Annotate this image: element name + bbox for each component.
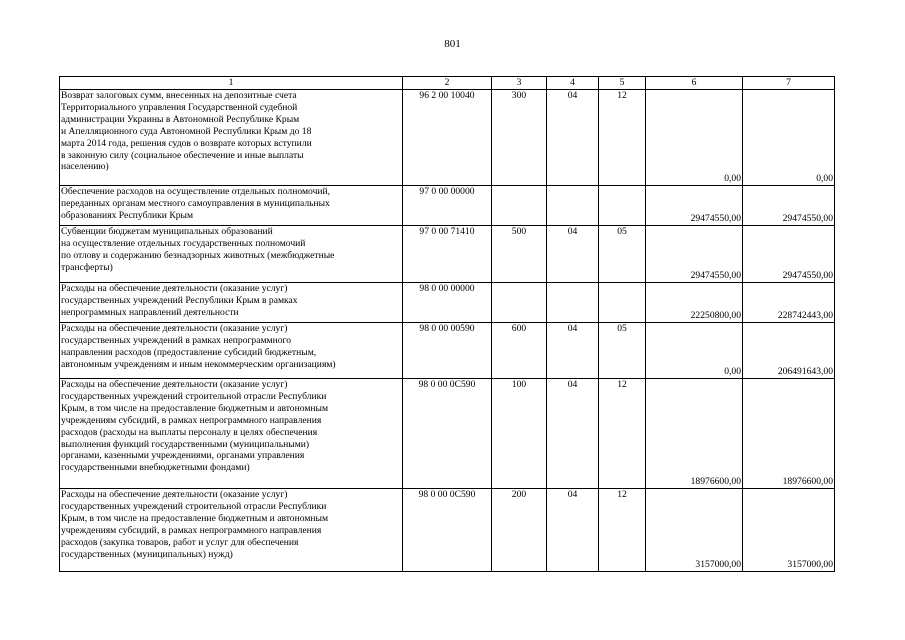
- description-line: расходов (расходы на выплаты персоналу в целях обеспечения: [61, 426, 318, 438]
- description-line: учреждениям субсидий, в рамках непрограммного направления: [61, 414, 322, 426]
- description-line: переданных органам местного самоуправления в муниципальных: [61, 197, 330, 209]
- subsection-code: [599, 186, 646, 226]
- subsection-code: 05: [599, 323, 646, 379]
- section-code: 04: [547, 90, 599, 186]
- table-row: [60, 226, 835, 283]
- description-line: государственных учреждений Республики Крым в рамках: [61, 294, 298, 306]
- amount-col6: 0,00: [646, 90, 743, 186]
- column-header: 3: [492, 77, 547, 90]
- row-description: [60, 90, 403, 186]
- section-code: [547, 186, 599, 226]
- amount-col6: 0,00: [646, 323, 743, 379]
- section-code: 04: [547, 226, 599, 283]
- column-header: 4: [547, 77, 599, 90]
- amount-col7: 3157000,00: [743, 489, 835, 572]
- description-line: и Апелляционного суда Автономной Республики Крым до 18: [61, 125, 312, 137]
- amount-col6: 29474550,00: [646, 186, 743, 226]
- expense-type-code: 600: [492, 323, 547, 379]
- amount-col6: 18976600,00: [646, 379, 743, 489]
- subsection-code: [599, 283, 646, 323]
- description-line: администрации Украины в Автономной Республике Крым: [61, 113, 300, 125]
- expense-type-code: [492, 283, 547, 323]
- target-article-code: 98 0 00 0С590: [403, 379, 492, 489]
- description-line: на осуществление отдельных государственных полномочий: [61, 237, 306, 249]
- description-line: государственных (муниципальных) нужд): [61, 548, 233, 560]
- budget-table: [59, 76, 835, 572]
- description-line: государственными внебюджетными фондами): [61, 462, 250, 474]
- column-header: 1: [60, 77, 403, 90]
- description-line: направления расходов (предоставление субсидий бюджетным,: [61, 346, 317, 358]
- description-line: выполнения функций государственными (муниципальными): [61, 438, 310, 450]
- target-article-code: 97 0 00 71410: [403, 226, 492, 283]
- description-line: государственных учреждений строительной отрасли Республики: [61, 390, 327, 402]
- section-code: 04: [547, 489, 599, 572]
- amount-col6: 29474550,00: [646, 226, 743, 283]
- amount-col7: 29474550,00: [743, 226, 835, 283]
- target-article-code: 97 0 00 00000: [403, 186, 492, 226]
- expense-type-code: [492, 186, 547, 226]
- column-header: 6: [646, 77, 743, 90]
- description-line: Субвенции бюджетам муниципальных образований: [61, 226, 273, 237]
- target-article-code: 98 0 00 00590: [403, 323, 492, 379]
- row-description: [60, 283, 403, 323]
- column-header: 2: [403, 77, 492, 90]
- description-line: Возврат залоговых сумм, внесенных на депозитные счета: [61, 90, 297, 101]
- subsection-code: 12: [599, 90, 646, 186]
- column-header: 7: [743, 77, 835, 90]
- table-row: [60, 186, 835, 226]
- description-line: учреждениям субсидий, в рамках непрограммного направления: [61, 524, 322, 536]
- description-line: государственных учреждений строительной отрасли Республики: [61, 500, 327, 512]
- section-code: 04: [547, 379, 599, 489]
- description-line: Расходы на обеспечение деятельности (оказание услуг): [61, 323, 288, 334]
- description-line: государственных учреждений в рамках непрограммного: [61, 334, 292, 346]
- description-line: Расходы на обеспечение деятельности (оказание услуг): [61, 489, 288, 500]
- subsection-code: 12: [599, 379, 646, 489]
- description-line: марта 2014 года, решения судов о возврате которых вступили: [61, 137, 312, 149]
- description-line: Расходы на обеспечение деятельности (оказание услуг): [61, 283, 288, 294]
- description-line: Обеспечение расходов на осуществление отдельных полномочий,: [61, 186, 331, 197]
- target-article-code: 98 0 00 0С590: [403, 489, 492, 572]
- row-description: [60, 489, 403, 572]
- description-line: автономным учреждениям и иным некоммерческим организациям): [61, 358, 336, 370]
- target-article-code: 96 2 00 10040: [403, 90, 492, 186]
- description-line: расходов (закупка товаров, работ и услуг для обеспечения: [61, 536, 299, 548]
- table-row: [60, 283, 835, 323]
- table-row: [60, 90, 835, 186]
- amount-col6: 22250800,00: [646, 283, 743, 323]
- subsection-code: 12: [599, 489, 646, 572]
- description-line: по отлову и содержанию безнадзорных животных (межбюджетные: [61, 249, 335, 261]
- table-row: [60, 489, 835, 572]
- target-article-code: 98 0 00 00000: [403, 283, 492, 323]
- row-description: [60, 186, 403, 226]
- row-description: [60, 379, 403, 489]
- amount-col7: 18976600,00: [743, 379, 835, 489]
- description-line: Расходы на обеспечение деятельности (оказание услуг): [61, 379, 288, 390]
- description-line: Территориального управления Государственной судебной: [61, 101, 298, 113]
- amount-col7: 0,00: [743, 90, 835, 186]
- description-line: органами, казенными учреждениями, органами управления: [61, 450, 305, 462]
- row-description: [60, 226, 403, 283]
- amount-col7: 206491643,00: [743, 323, 835, 379]
- description-line: Крым, в том числе на предоставление бюджетным и автономным: [61, 512, 329, 524]
- description-line: Крым, в том числе на предоставление бюджетным и автономным: [61, 402, 329, 414]
- description-line: трансферты): [61, 261, 113, 273]
- section-code: [547, 283, 599, 323]
- description-line: в законную силу (социальное обеспечение и иные выплаты: [61, 149, 304, 161]
- column-header: 5: [599, 77, 646, 90]
- amount-col6: 3157000,00: [646, 489, 743, 572]
- expense-type-code: 100: [492, 379, 547, 489]
- row-description: [60, 323, 403, 379]
- expense-type-code: 200: [492, 489, 547, 572]
- expense-type-code: 300: [492, 90, 547, 186]
- page-number: 801: [444, 38, 461, 50]
- amount-col7: 29474550,00: [743, 186, 835, 226]
- amount-col7: 228742443,00: [743, 283, 835, 323]
- table-row: [60, 379, 835, 489]
- description-line: непрограммных направлений деятельности: [61, 306, 239, 318]
- expense-type-code: 500: [492, 226, 547, 283]
- description-line: образованиях Республики Крым: [61, 209, 194, 221]
- subsection-code: 05: [599, 226, 646, 283]
- header-row: [60, 77, 835, 90]
- table-row: [60, 323, 835, 379]
- description-line: населению): [61, 161, 109, 173]
- section-code: 04: [547, 323, 599, 379]
